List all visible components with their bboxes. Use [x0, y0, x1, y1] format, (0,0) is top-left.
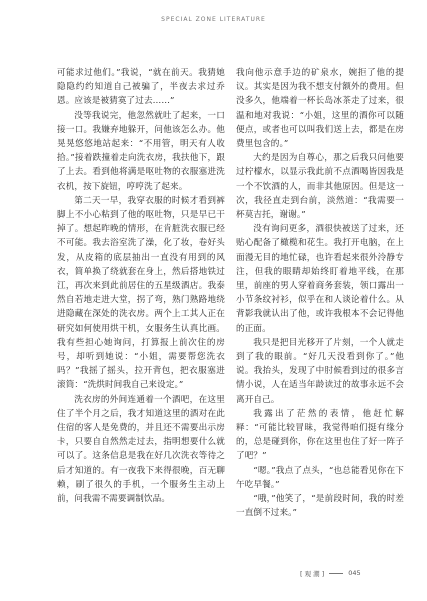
paragraph: 可能求过他们。”我说，“就在前天。我猜她隐隐约约知道自己被骗了，半夜去求过乔恩。应该是被猜寞了过去……”	[57, 68, 225, 107]
paragraph: 我只是把目光移开了片刻，一个人就走到了我的眼前。“好几天没看到你了。”他说。我抬头，发现了中肘候看到过的很多言情小说，人在适当年龄读过的故事永远不会离开自己。	[236, 337, 404, 405]
paragraph: 我露出了茫然的表情，他赶忙解释：“可能比较冒昧，我觉得咱们挺有缘分的，总是碰到你，你在这里也住了好一阵子了吧？”	[236, 408, 404, 462]
right-column	[236, 66, 404, 521]
paragraph: “嗯。”我点了点头，“也总能看见你在下午吃早餐。”	[236, 465, 404, 490]
left-column	[57, 66, 225, 506]
page-number: 045	[348, 569, 361, 577]
paragraph: 第二天一早，我穿衣服的时候才看到裤脚上不小心粘到了他的呕吐物，只是早已干掉了。想起昨晚的情形，在肯脏洗衣服已经不可能。我去浴室洗了澡，化了妆，卷好头发，从皮箱的底层抽出一直没有用到的风衣，简单换了绕就套在身上，然后搭地铁过江，再次来到此前居住的五星级酒店。我泰然自若地走进大堂，拐了弯，熟门熟路地绕进隐藏在深处的洗衣房。两个上工其人正在研究如何使用烘干机，女服务生认真比画。我有些担心她询问，打算报上前次住的房号，却听到她说：“小姐，需要帮您洗衣吗？”我摇了摇头，拉开背包，把衣服塞进滚筒：“洗烘时间我自己来设定。”	[57, 195, 225, 391]
running-head: SPECIAL ZONE LITERATURE	[161, 16, 266, 23]
paragraph: “哦，”他笑了，“是前段时间，我的时差一直倒不过来。”	[236, 494, 404, 519]
page-footer	[300, 568, 400, 578]
paragraph: 我向他示意手边的矿泉水，婉拒了他的提议。其实是因为我不想支付额外的费用。但没多久，他端着一杯长岛冰茶走了过来，很温和地对我说：“小姐，这里的酒你可以随便点，或者也可以叫我们送上去，都是在房费里包含的。”	[236, 68, 404, 150]
section-label: [ 观 潮 ]	[300, 569, 325, 578]
footer-divider	[329, 573, 343, 574]
paragraph: 大约是因为自尊心，那之后我只问他要过柠檬水，以显示我此前不点酒喝皆因我是一个不饮酒的人，而非其他原因。但是这一次，我径直走到台前，淡然道：“我需要一杯莫吉托，谢谢。”	[236, 153, 404, 221]
paragraph: 没有询问更多，酒很快被送了过来，还贴心配备了橄榄和花生。我打开电脑，在上面漫无目的地忙碌，也许看起来很外泠静专注，但我的眼睛却始终盯着地平线，在那里，前座的男人穿着商务套装，领口露出一小节条纹衬衫，似乎在和人谈论着什么。从背影我就认出了他，或许我根本不会记得他的正面。	[236, 224, 404, 334]
paragraph: 洗衣房的外间连通着一个酒吧，在这里住了半个月之后，我才知道这里的酒对在此住宿的客人是免费的，并且还不需要出示房卡，只要自自然然走过去，指明想要什么就可以了。这条信息是我在好几次洗衣等待之后才知道的。有一夜我下来得很晚，百无聊赖，刷了很久的手机，一个服务生主动上前，问我需不需要调制饮品。	[57, 394, 225, 505]
paragraph: 没等我说完，他忽然就吐了起来，一口接一口。我嫌弃地躲开，问他该怎么办。他晃晃悠悠地站起来：“不用管，明天有人收拾。”接着跌撞着走向洗衣房，我扶他下，跟了上去。看到他将满是呕吐物的衣服塞进洗衣机，按下旋钮，哼哼洗了起来。	[57, 110, 225, 192]
